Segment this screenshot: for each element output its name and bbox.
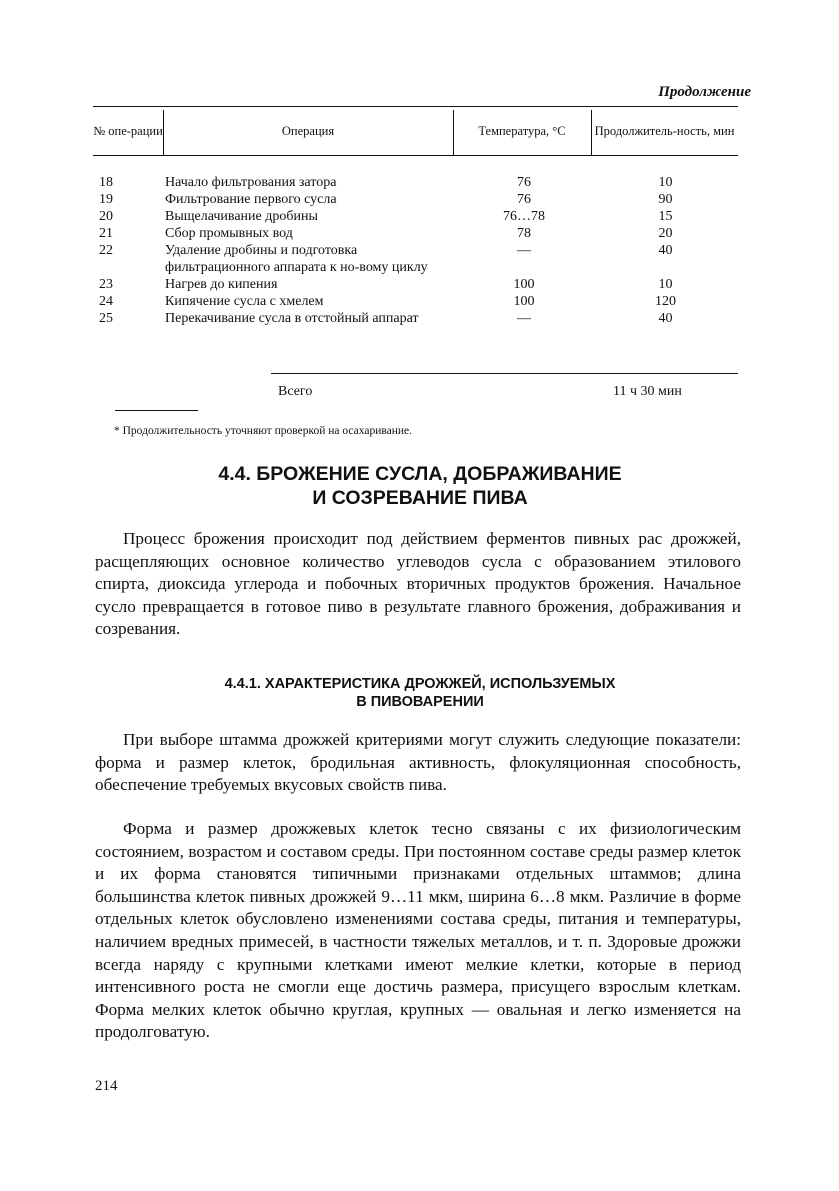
paragraph-3: Форма и размер дрожжевых клеток тесно связаны с их физиологическим состоянием, возрастом и составом среды. При постоянном составе среды размер клеток и их форма становятся типичными признаками отдельных штаммов; длина большинства клеток пивных дрожжей 9…11 мкм, ширина 6…8 мкм. Различие в форме отдельных клеток обусловлено изменениями состава среды, питания и температуры, наличием вредных примесей, в частности тяжелых металлов, и т. п. Здоровые дрожжи всегда наряду с крупными клетками имеют мелкие клетки, которые в период интенсивного роста не смогли еще достичь размера, присущего взрослым клеткам. Форма мелких клеток обычно круглая, крупных — овальная и легко изменяется на продолговатую. bbox=[95, 819, 741, 1042]
row-duration: 40 bbox=[658, 243, 673, 258]
paragraph-1: Процесс брожения происходит под действием ферментов пивных рас дрожжей, расщепляющих основное количество углеводов сусла с образованием этилового спирта, диоксида углерода и побочных вторичных продуктов брожения. Начальное сусло превращается в готовое пиво в результате главного брожения, дображивания и созревания. bbox=[95, 529, 741, 639]
row-number: 22 bbox=[99, 243, 113, 258]
total-rule bbox=[271, 373, 738, 374]
table-row bbox=[93, 242, 738, 276]
table-top-rule bbox=[93, 106, 738, 107]
table-header-rule bbox=[93, 155, 738, 156]
table-row bbox=[93, 293, 738, 310]
row-number: 18 bbox=[99, 175, 113, 190]
continuation-label: Продолжение bbox=[658, 84, 751, 100]
subsection-title-line2: В ПИВОВАРЕНИИ bbox=[356, 694, 484, 710]
table-header bbox=[93, 108, 738, 154]
row-operation: Удаление дробины и подготовка фильтрационного аппарата к но-вому циклу bbox=[165, 243, 428, 275]
total-value: 11 ч 30 мин bbox=[613, 384, 682, 399]
row-duration: 15 bbox=[658, 209, 673, 224]
row-number: 23 bbox=[99, 277, 113, 292]
section-title-line1: 4.4. БРОЖЕНИЕ СУСЛА, ДОБРАЖИВАНИЕ bbox=[218, 463, 622, 485]
header-number: № опе-рации bbox=[93, 123, 163, 138]
table-body bbox=[93, 174, 738, 327]
subsection-title-line1: 4.4.1. ХАРАКТЕРИСТИКА ДРОЖЖЕЙ, ИСПОЛЬЗУЕМЫХ bbox=[224, 676, 616, 692]
table-row bbox=[93, 191, 738, 208]
row-temperature: 76 bbox=[517, 192, 531, 207]
row-temperature: — bbox=[517, 243, 531, 258]
row-temperature: 76 bbox=[517, 175, 531, 190]
row-operation: Сбор промывных вод bbox=[165, 226, 293, 241]
paragraph-2: При выборе штамма дрожжей критериями могут служить следующие показатели: форма и размер клеток, бродильная активность, флокуляционная способность, обеспечение требуемых вкусовых свойств пива. bbox=[95, 730, 741, 795]
row-operation: Кипячение сусла с хмелем bbox=[165, 294, 324, 309]
row-temperature: 78 bbox=[517, 226, 531, 241]
row-number: 21 bbox=[99, 226, 113, 241]
row-operation: Нагрев до кипения bbox=[165, 277, 278, 292]
header-divider bbox=[163, 110, 164, 156]
row-duration: 90 bbox=[658, 192, 673, 207]
row-number: 19 bbox=[99, 192, 113, 207]
table-row bbox=[93, 310, 738, 327]
row-duration: 10 bbox=[658, 175, 673, 190]
page-number: 214 bbox=[95, 1078, 118, 1094]
row-operation: Перекачивание сусла в отстойный аппарат bbox=[165, 311, 419, 326]
row-duration: 40 bbox=[658, 311, 673, 326]
total-label: Всего bbox=[278, 384, 313, 399]
row-temperature: 100 bbox=[513, 294, 535, 309]
row-operation: Выщелачивание дробины bbox=[165, 209, 318, 224]
footnote: * Продолжительность уточняют проверкой на осахаривание. bbox=[114, 425, 413, 437]
row-number: 24 bbox=[99, 294, 113, 309]
table-row bbox=[93, 174, 738, 191]
header-temperature: Температура, °С bbox=[478, 123, 566, 138]
table-row bbox=[93, 208, 738, 225]
row-number: 20 bbox=[99, 209, 113, 224]
row-operation: Начало фильтрования затора bbox=[165, 175, 337, 190]
table-row bbox=[93, 276, 738, 293]
row-temperature: — bbox=[517, 311, 531, 326]
row-duration: 20 bbox=[658, 226, 673, 241]
header-duration: Продолжитель-ность, мин bbox=[594, 123, 735, 138]
row-duration: 120 bbox=[655, 294, 676, 309]
row-operation: Фильтрование первого сусла bbox=[165, 192, 337, 207]
row-duration: 10 bbox=[658, 277, 673, 292]
section-title bbox=[100, 462, 740, 510]
table-row bbox=[93, 225, 738, 242]
row-number: 25 bbox=[99, 311, 113, 326]
section-title-line2: И СОЗРЕВАНИЕ ПИВА bbox=[312, 487, 528, 509]
subsection-title bbox=[100, 675, 740, 711]
row-temperature: 76…78 bbox=[503, 209, 545, 224]
header-divider bbox=[453, 110, 454, 156]
footnote-rule bbox=[115, 410, 198, 411]
header-divider bbox=[591, 110, 592, 156]
header-operation: Операция bbox=[281, 123, 335, 138]
row-temperature: 100 bbox=[513, 277, 535, 292]
